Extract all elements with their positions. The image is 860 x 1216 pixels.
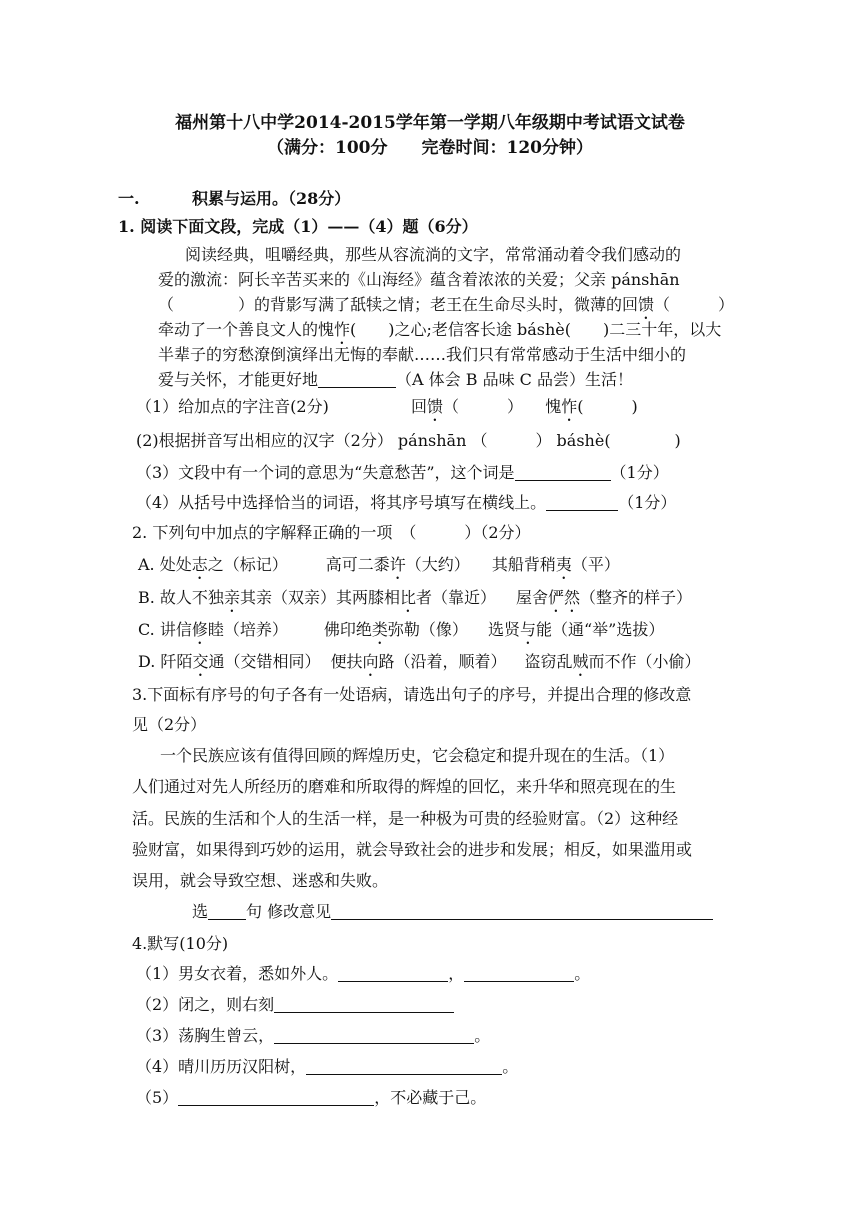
dotted-char: 馈 bbox=[638, 295, 655, 314]
dictation-item-4: （4）晴川历历汉阳树， 。 bbox=[136, 1057, 519, 1076]
fill-blank[interactable] bbox=[274, 996, 454, 1013]
answer-blank[interactable]: ( ) bbox=[577, 397, 638, 416]
passage-line: 阅读经典，咀嚼经典，那些从容流淌的文字，常常涌动着令我们感动的 bbox=[185, 245, 682, 264]
q3-passage-line: 活。民族的生活和个人的生活一样，是一种极为可贵的经验财富。（2）这种经 bbox=[132, 809, 679, 828]
question-3-heading: 见（2分） bbox=[132, 715, 207, 734]
passage-line: 牵动了一个善良文人的愧怍( )之心;老信客长途 báshè( )二三十年，以大 bbox=[158, 320, 722, 339]
sub-question-2: (2)根据拼音写出相应的汉字（2分） pánshān （ ） báshè( ) bbox=[136, 431, 681, 450]
answer-blank[interactable]: （ ） bbox=[443, 397, 524, 416]
sub-question-4: （4）从括号中选择恰当的词语，将其序号填写在横线上。 （1分） bbox=[136, 493, 677, 512]
question-3-heading: 3.下面标有序号的句子各有一处语病，请选出句子的序号，并提出合理的修改意 bbox=[132, 685, 692, 704]
sub-question-1: （1）给加点的字注音(2分) bbox=[136, 397, 329, 416]
revision-blank[interactable] bbox=[331, 903, 713, 920]
question-2-heading: 2. 下列句中加点的字解释正确的一项 （ ）（2分） bbox=[132, 523, 531, 542]
q3-answer-line: 选 句 修改意见 bbox=[192, 899, 713, 922]
option-c[interactable]: C. 讲信修睦（培养） 佛印绝类弥勒（像） 选贤与能（通“举”选拔） bbox=[138, 620, 665, 639]
fill-blank[interactable] bbox=[318, 371, 396, 388]
dictation-item-3: （3）荡胸生曾云， 。 bbox=[136, 1026, 491, 1045]
option-d[interactable]: D. 阡陌交通（交错相同） 便扶向路（沿着，顺着） 盗窃乱贼而不作（小偷） bbox=[138, 652, 701, 671]
exam-title: 福州第十八中学2014-2015学年第一学期八年级期中考试语文试卷 bbox=[175, 113, 685, 133]
passage-line: 爱的激流：阿长辛苦买来的《山海经》蕴含着浓浓的关爱；父亲 pánshān bbox=[158, 270, 680, 289]
q3-passage-line: 误用，就会导致空想、迷惑和失败。 bbox=[132, 871, 389, 890]
passage-line: 爱与关怀，才能更好地 （A 体会 B 品味 C 品尝）生活！ bbox=[158, 370, 634, 389]
dictation-item-5: （5） ，不必藏于己。 bbox=[136, 1088, 487, 1107]
sub-question-3: （3）文段中有一个词的意思为“失意愁苦”，这个词是 （1分） bbox=[136, 463, 669, 482]
fill-blank[interactable] bbox=[306, 1058, 502, 1075]
option-a[interactable]: A. 处处志之（标记） 高可二黍许（大约） 其船背稍夷（平） bbox=[138, 555, 620, 574]
section-number: 一. bbox=[118, 189, 140, 208]
dotted-char: 馈 bbox=[427, 397, 444, 416]
q3-passage-line: 人们通过对先人所经历的磨难和所取得的辉煌的回忆，来升华和照亮现在的生 bbox=[132, 777, 677, 796]
exam-subtitle: （满分：100分 完卷时间：120分钟） bbox=[267, 138, 593, 158]
fill-blank[interactable] bbox=[178, 1089, 374, 1106]
question-4-heading: 4.默写(10分) bbox=[132, 934, 229, 953]
question-1-heading: 1. 阅读下面文段，完成（1）——（4）题（6分） bbox=[118, 217, 478, 236]
sentence-number-blank[interactable] bbox=[208, 903, 246, 920]
passage-line: （ ）的背影写满了舐犊之情；老王在生命尽头时，微薄的回馈（ ） bbox=[158, 295, 735, 314]
q3-passage-line: 验财富，如果得到巧妙的运用，就会导致社会的进步和发展；相反，如果滥用或 bbox=[132, 840, 693, 859]
fill-blank[interactable] bbox=[464, 965, 574, 982]
option-b[interactable]: B. 故人不独亲其亲（双亲）其两膝相比者（靠近） 屋舍俨然（整齐的样子） bbox=[138, 588, 693, 607]
dictation-item-2: （2）闭之，则右刻 bbox=[136, 992, 454, 1015]
fill-blank[interactable] bbox=[546, 494, 618, 511]
q3-passage-line: 一个民族应该有值得回顾的辉煌历史，它会稳定和提升现在的生活。（1） bbox=[160, 746, 675, 765]
fill-blank[interactable] bbox=[338, 965, 448, 982]
dictation-item-1: （1）男女衣着，悉如外人。 ， 。 bbox=[136, 964, 591, 983]
section-heading: 积累与运用。（28分） bbox=[192, 189, 351, 208]
fill-blank[interactable] bbox=[274, 1027, 474, 1044]
passage-line: 半辈子的穷愁潦倒演绎出无悔的奉献……我们只有常常感动于生活中细小的 bbox=[158, 345, 687, 364]
sub-question-1-answers: 回馈（ ） 愧怍( ) bbox=[411, 397, 638, 416]
fill-blank[interactable] bbox=[515, 464, 611, 481]
dotted-char: 怍 bbox=[561, 397, 578, 416]
dotted-char: 怍 bbox=[334, 320, 351, 339]
